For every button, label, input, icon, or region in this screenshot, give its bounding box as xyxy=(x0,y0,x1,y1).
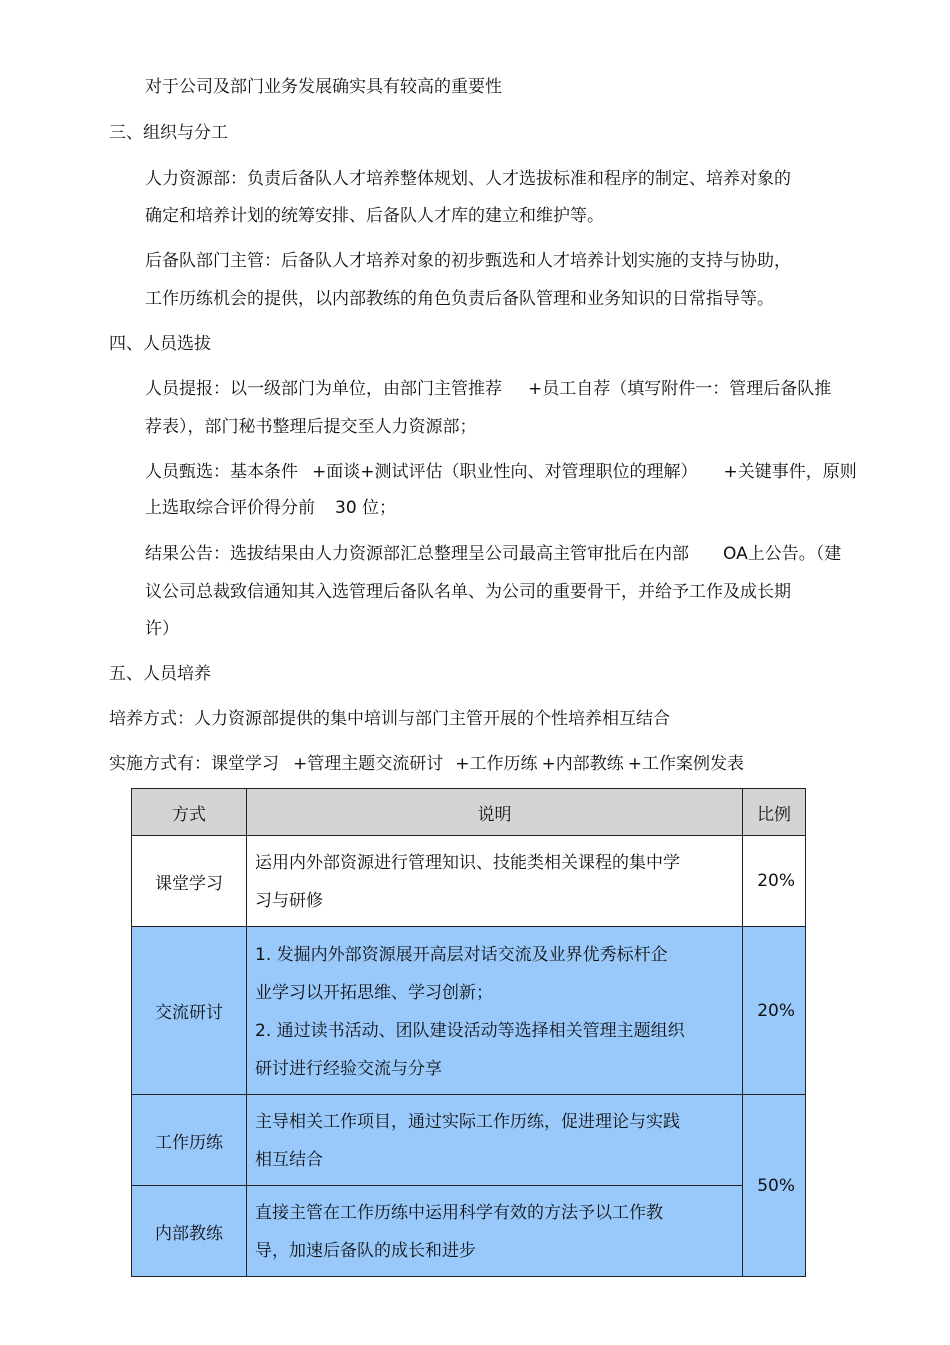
paragraph-announcement-line1 xyxy=(145,543,841,565)
paragraph-hr-line2: 确定和培养计划的统筹安排、后备队人才库的建立和维护等。 xyxy=(145,206,604,226)
table-header-row xyxy=(132,789,806,836)
paragraph-training-method: 培养方式：人力资源部提供的集中培训与部门主管开展的个性培养相互结合 xyxy=(109,709,670,729)
method-cell: 内部教练 xyxy=(132,1186,247,1277)
paragraph-manager-line1: 后备队部门主管：后备队人才培养对象的初步甄选和人才培养计划实施的支持与协助， xyxy=(145,251,791,271)
header-ratio: 比例 xyxy=(743,789,806,836)
description-cell xyxy=(247,927,743,1095)
description-line: 习与研修 xyxy=(255,891,323,911)
paragraph-announcement-line2: 议公司总裁致信通知其入选管理后备队名单、为公司的重要骨干，并给予工作及成长期 xyxy=(145,582,791,602)
description-line: 研讨进行经验交流与分享 xyxy=(255,1058,442,1079)
paragraph-implementation xyxy=(109,753,744,775)
implementation-text-d: +内部教练 xyxy=(541,754,624,774)
implementation-text-e: +工作案例发表 xyxy=(627,754,744,774)
nomination-text-a: 人员提报：以一级部门为单位，由部门主管推荐 xyxy=(145,379,502,399)
description-cell xyxy=(247,1095,743,1186)
paragraph-importance: 对于公司及部门业务发展确实具有较高的重要性 xyxy=(145,77,502,97)
ratio-cell: 20% xyxy=(743,836,806,927)
description-line: 1. 发掘内外部资源展开高层对话交流及业界优秀标杆企 xyxy=(255,944,668,965)
screening-text-e: 30 位； xyxy=(335,498,397,518)
description-line: 直接主管在工作历练中运用科学有效的方法予以工作教 xyxy=(255,1203,663,1223)
screening-text-b: +面谈+测试评估（职业性向、对管理职位的理解） xyxy=(312,462,698,482)
paragraph-manager-line2: 工作历练机会的提供，以内部教练的角色负责后备队管理和业务知识的日常指导等。 xyxy=(145,289,774,309)
table-row xyxy=(132,927,806,1095)
description-line: 相互结合 xyxy=(255,1150,323,1170)
paragraph-hr-line1: 人力资源部：负责后备队人才培养整体规划、人才选拔标准和程序的制定、培养对象的 xyxy=(145,169,791,189)
screening-text-c: +关键事件，原则 xyxy=(723,462,857,482)
description-line: 主导相关工作项目，通过实际工作历练，促进理论与实践 xyxy=(255,1112,680,1132)
implementation-text-a: 实施方式有：课堂学习 xyxy=(109,754,279,774)
section-heading-organization: 三、组织与分工 xyxy=(109,123,228,143)
description-cell xyxy=(247,1186,743,1277)
method-cell: 工作历练 xyxy=(132,1095,247,1186)
method-cell: 课堂学习 xyxy=(132,836,247,927)
description-line: 导，加速后备队的成长和进步 xyxy=(255,1241,476,1261)
section-heading-training: 五、人员培养 xyxy=(109,664,211,684)
screening-text-d: 上选取综合评价得分前 xyxy=(145,498,315,518)
implementation-text-b: +管理主题交流研讨 xyxy=(293,754,444,774)
screening-text-a: 人员甄选：基本条件 xyxy=(145,462,298,482)
ratio-cell: 20% xyxy=(743,927,806,1095)
announcement-text-a: 结果公告：选拔结果由人力资源部汇总整理呈公司最高主管审批后在内部 xyxy=(145,544,689,564)
header-method: 方式 xyxy=(132,789,247,836)
announcement-text-b: OA上公告。（建 xyxy=(723,544,842,564)
header-description: 说明 xyxy=(247,789,743,836)
nomination-text-b: +员工自荐（填写附件一：管理后备队推 xyxy=(528,379,832,399)
description-line: 业学习以开拓思维、学习创新； xyxy=(255,982,493,1003)
section-heading-selection: 四、人员选拔 xyxy=(109,334,211,354)
implementation-text-c: +工作历练 xyxy=(455,754,538,774)
paragraph-nomination-line2: 荐表），部门秘书整理后提交至人力资源部； xyxy=(145,417,477,437)
description-cell xyxy=(247,836,743,927)
paragraph-screening-line1 xyxy=(145,461,857,483)
paragraph-nomination-line1 xyxy=(145,378,831,400)
table-row xyxy=(132,1095,806,1186)
description-line: 2. 通过读书活动、团队建设活动等选择相关管理主题组织 xyxy=(255,1020,685,1041)
table-row xyxy=(132,1186,806,1277)
ratio-cell: 50% xyxy=(743,1095,806,1277)
paragraph-announcement-line3: 许） xyxy=(145,619,179,639)
paragraph-screening-line2 xyxy=(145,497,396,519)
method-cell: 交流研讨 xyxy=(132,927,247,1095)
training-table xyxy=(131,788,806,1277)
description-line: 运用内外部资源进行管理知识、技能类相关课程的集中学 xyxy=(255,853,680,873)
table-row xyxy=(132,836,806,927)
